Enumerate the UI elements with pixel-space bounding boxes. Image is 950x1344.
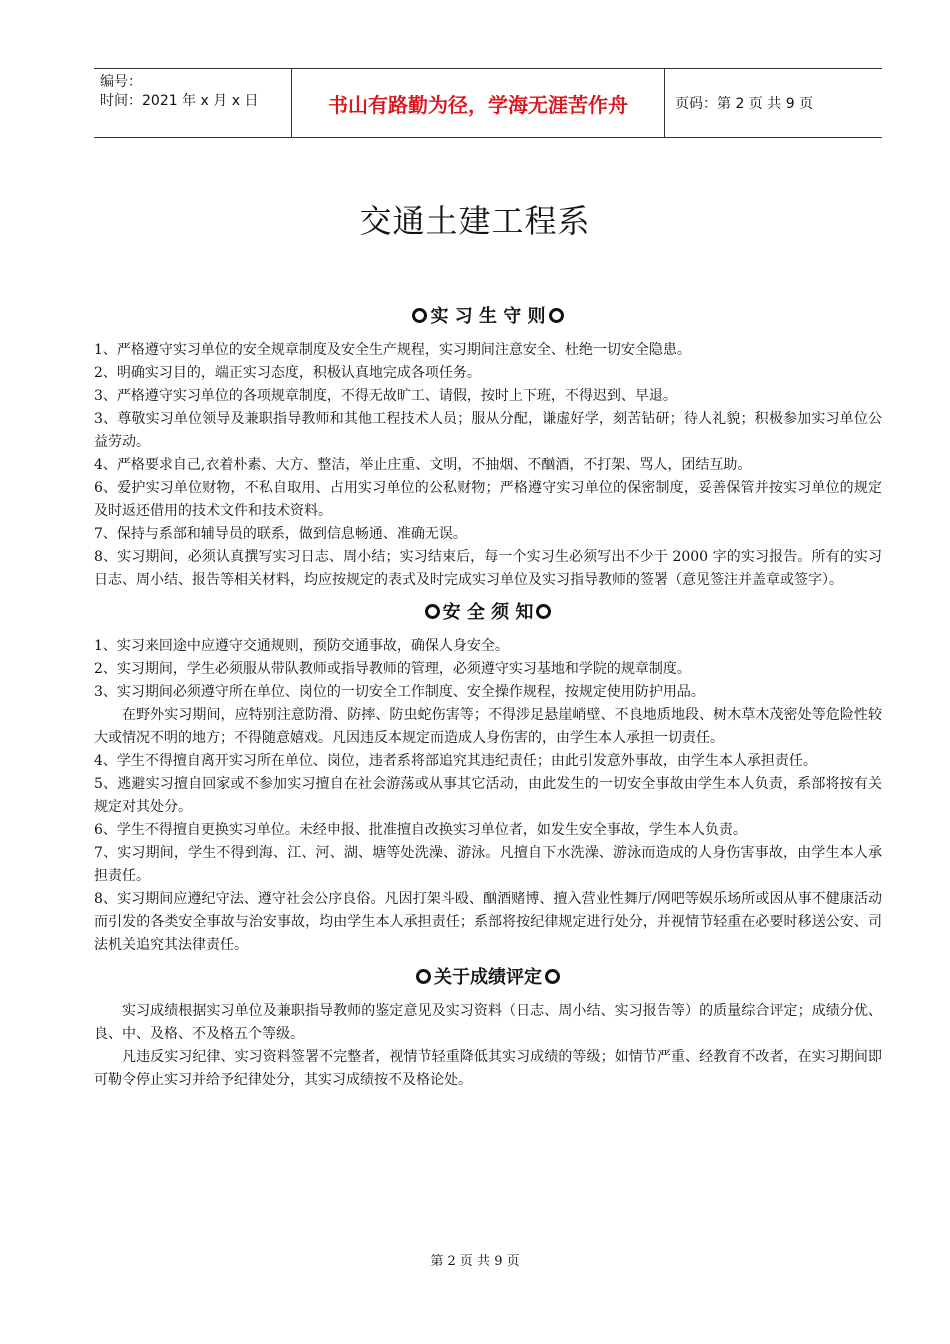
header-page-label: 页码：第 2 页 共 9 页 bbox=[675, 96, 814, 112]
circle-ornament-icon bbox=[416, 969, 431, 984]
paragraph: 8、实习期间应遵纪守法、遵守社会公序良俗。凡因打架斗殴、酗酒赌博、擅入营业性舞厅/网吧等娱乐场所或因从事不健康活动而引发的各类安全事故与治安事故，均由学生本人承担责任；系部将按纪律规定进行处分，并视情节轻重在必要时移送公安、司法机关追究其法律责任。 bbox=[94, 891, 882, 953]
paragraph: 实习成绩根据实习单位及兼职指导教师的鉴定意见及实习资料（日志、周小结、实习报告等）的质量综合评定；成绩分优、良、中、及格、不及格五个等级。 bbox=[94, 1003, 882, 1042]
section-title-grading bbox=[94, 961, 882, 995]
paragraph: 3、严格遵守实习单位的各项规章制度，不得无故旷工、请假，按时上下班，不得迟到、早退。 bbox=[94, 388, 677, 404]
header-motto: 书山有路勤为径，学海无涯苦作舟 bbox=[292, 69, 665, 137]
time-label: 时间：2021 年 x 月 x 日 bbox=[100, 93, 259, 109]
paragraph: 3、尊敬实习单位领导及兼职指导教师和其他工程技术人员；服从分配，谦虚好学，刻苦钻研；待人礼貌；积极参加实习单位公益劳动。 bbox=[94, 411, 882, 450]
paragraph: 7、实习期间，学生不得到海、江、河、湖、塘等处洗澡、游泳。凡擅自下水洗澡、游泳而造成的人身伤害事故，由学生本人承担责任。 bbox=[94, 845, 882, 884]
paragraph: 2、实习期间，学生必须服从带队教师或指导教师的管理，必须遵守实习基地和学院的规章制度。 bbox=[94, 661, 691, 677]
circle-ornament-icon bbox=[545, 969, 560, 984]
paragraph: 6、学生不得擅自更换实习单位。未经申报、批准擅自改换实习单位者，如发生安全事故，学生本人负责。 bbox=[94, 822, 747, 838]
paragraph: 7、保持与系部和辅导员的联系，做到信息畅通、准确无误。 bbox=[94, 526, 467, 542]
section-title-internship-rules bbox=[94, 300, 882, 334]
section2-title-text: 安 全 须 知 bbox=[442, 602, 534, 623]
paragraph: 5、逃避实习擅自回家或不参加实习擅自在社会游荡或从事其它活动，由此发生的一切安全事故由学生本人负责，系部将按有关规定对其处分。 bbox=[94, 776, 882, 815]
paragraph: 6、爱护实习单位财物，不私自取用、占用实习单位的公私财物；严格遵守实习单位的保密制度，妥善保管并按实习单位的规定及时返还借用的技术文件和技术资料。 bbox=[94, 480, 882, 519]
paragraph: 8、实习期间，必须认真撰写实习日志、周小结；实习结束后，每一个实习生必须写出不少于 2000 字的实习报告。所有的实习日志、周小结、报告等相关材料，均应按规定的表式及时完成实习单位及实习指导教师的签署（意见签注并盖章或签字）。 bbox=[94, 549, 882, 588]
page-footer: 第 2 页 共 9 页 bbox=[430, 1254, 520, 1269]
number-label: 编号： bbox=[100, 74, 142, 90]
paragraph: 1、严格遵守实习单位的安全规章制度及安全生产规程，实习期间注意安全、杜绝一切安全隐患。 bbox=[94, 342, 691, 358]
circle-ornament-icon bbox=[425, 604, 440, 619]
paragraph: 1、实习来回途中应遵守交通规则，预防交通事故，确保人身安全。 bbox=[94, 638, 509, 654]
section-title-safety-notice bbox=[94, 596, 882, 630]
paragraph: 4、严格要求自己,衣着朴素、大方、整洁，举止庄重、文明，不抽烟、不酗酒，不打架、骂人，团结互助。 bbox=[94, 457, 752, 473]
paragraph: 凡违反实习纪律、实习资料签署不完整者，视情节轻重降低其实习成绩的等级；如情节严重、经教育不改者，在实习期间即可勒令停止实习并给予纪律处分，其实习成绩按不及格论处。 bbox=[94, 1049, 882, 1088]
page-header bbox=[94, 68, 882, 138]
circle-ornament-icon bbox=[412, 308, 427, 323]
circle-ornament-icon bbox=[549, 308, 564, 323]
document-body bbox=[94, 300, 882, 1092]
paragraph: 2、明确实习目的，端正实习态度，积极认真地完成各项任务。 bbox=[94, 365, 481, 381]
circle-ornament-icon bbox=[536, 604, 551, 619]
paragraph: 4、学生不得擅自离开实习所在单位、岗位，违者系将部追究其违纪责任；由此引发意外事故，由学生本人承担责任。 bbox=[94, 753, 817, 769]
section3-title-text: 关于成绩评定 bbox=[434, 967, 542, 988]
paragraph: 3、实习期间必须遵守所在单位、岗位的一切安全工作制度、安全操作规程，按规定使用防护用品。 bbox=[94, 684, 705, 700]
section1-title-text: 实 习 生 守 则 bbox=[430, 306, 546, 327]
document-title: 交通土建工程系 bbox=[359, 202, 591, 240]
header-meta bbox=[94, 69, 292, 137]
paragraph: 在野外实习期间，应特别注意防滑、防摔、防虫蛇伤害等；不得涉足悬崖峭壁、不良地质地段、树木草木茂密处等危险性较大或情况不明的地方；不得随意嬉戏。凡因违反本规定而造成人身伤害的，由学生本人承担一切责任。 bbox=[94, 707, 882, 746]
